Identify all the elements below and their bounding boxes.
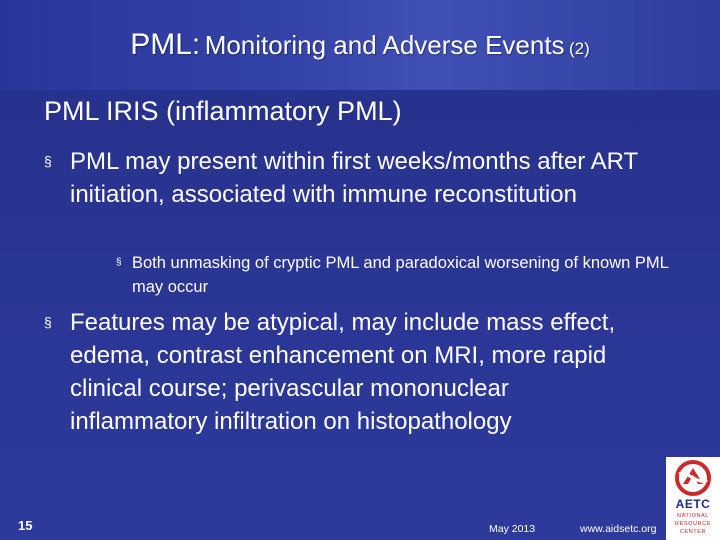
logo-line: NATIONAL bbox=[677, 513, 709, 519]
sub-bullet-text: Both unmasking of cryptic PML and paradoxical worsening of known PML may occur bbox=[132, 254, 669, 296]
bullet-item bbox=[44, 145, 694, 211]
logo-line: CENTER bbox=[679, 529, 707, 535]
bullet-square-icon: § bbox=[44, 314, 52, 330]
bullet-square-icon: § bbox=[116, 257, 122, 268]
logo-name: AETC bbox=[675, 497, 711, 511]
bullet-item bbox=[44, 306, 644, 438]
bullet-text: Features may be atypical, may include mass effect, edema, contrast enhancement on MRI, more rapid clinical course; perivascular mononuclear inflammatory infiltration on histopathology bbox=[70, 309, 616, 435]
title-part-number: (2) bbox=[569, 39, 590, 58]
aetc-emblem-icon bbox=[673, 460, 713, 496]
footer-date: May 2013 bbox=[489, 523, 536, 535]
bullet-square-icon: § bbox=[44, 153, 52, 169]
footer-url: www.aidsetc.org bbox=[580, 523, 657, 535]
title-main: PML: bbox=[130, 28, 201, 61]
logo-line: RESOURCE bbox=[675, 521, 711, 527]
title-subtitle: Monitoring and Adverse Events bbox=[204, 30, 565, 60]
slide-number: 15 bbox=[18, 518, 33, 533]
bullet-text: PML may present within first weeks/months after ART initiation, associated with immune reconstitution bbox=[70, 148, 638, 208]
section-heading: PML IRIS (inflammatory PML) bbox=[44, 96, 402, 126]
slide-title bbox=[0, 28, 720, 62]
aetc-logo bbox=[666, 457, 720, 540]
sub-bullet-item bbox=[116, 251, 696, 299]
